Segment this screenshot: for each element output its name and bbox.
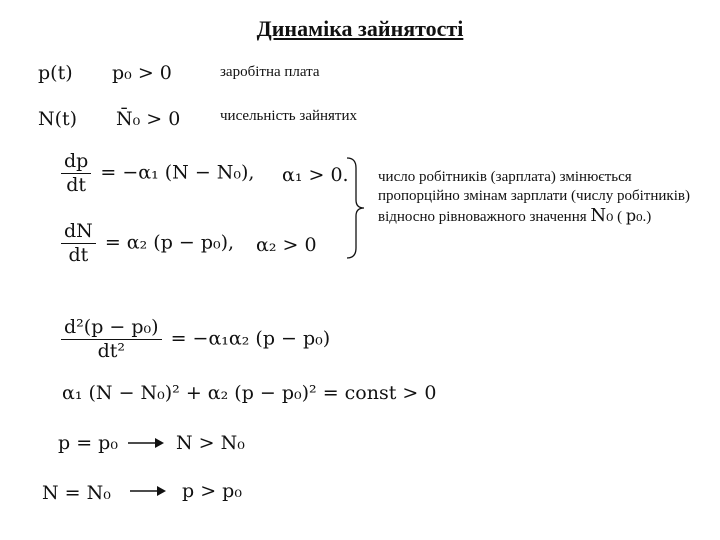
right-arrow-icon xyxy=(130,484,166,498)
implication-left-1: p = p₀ xyxy=(58,432,118,454)
right-arrow-icon xyxy=(128,436,164,450)
employment-function: N(t) xyxy=(38,108,78,130)
equation-second-order xyxy=(58,316,330,363)
employment-condition: N̄₀ > 0 xyxy=(116,108,181,130)
fraction-dN-dt xyxy=(61,220,96,267)
price-description: заробітна плата xyxy=(220,64,320,80)
alpha2-condition: α₂ > 0 xyxy=(256,234,317,256)
equation-rhs: = −α₁ (N − N₀), xyxy=(100,161,255,184)
symbol-N0: N₀ xyxy=(590,205,614,226)
fraction-denominator: dt xyxy=(66,173,87,196)
alpha1-condition: α₁ > 0. xyxy=(282,164,349,186)
fraction-denominator: dt² xyxy=(97,339,125,362)
equation-rhs: = α₂ (p − p₀), xyxy=(104,231,235,254)
equation-invariant: α₁ (N − N₀)² + α₂ (p − p₀)² = const > 0 xyxy=(62,382,437,404)
employment-description: чисельність зайнятих xyxy=(220,108,358,124)
implication-left-2: N = N₀ xyxy=(42,482,111,504)
equation-dp-dt xyxy=(58,150,254,197)
explanation-close-paren: .) xyxy=(642,209,652,225)
fraction-numerator: dp xyxy=(61,150,91,174)
fraction-numerator: dN xyxy=(61,220,96,244)
explanation-body: число робітників (зарплата) змінюється пропорційно змінам зарплати (числу робітників) відносно рівноважного значення xyxy=(378,169,690,225)
explanation-open-paren: ( xyxy=(617,209,623,225)
price-condition: p₀ > 0 xyxy=(112,62,172,84)
symbol-p0: p₀ xyxy=(625,206,643,225)
page-title: Динаміка зайнятості xyxy=(256,16,464,41)
equation-rhs: = −α₁α₂ (p − p₀) xyxy=(170,327,331,350)
right-brace-icon xyxy=(344,156,366,260)
fraction-second-derivative xyxy=(61,316,162,363)
fraction-numerator: d²(p − p₀) xyxy=(61,316,162,340)
fraction-dp-dt xyxy=(61,150,91,197)
fraction-denominator: dt xyxy=(68,243,89,266)
explanation-text xyxy=(378,168,698,227)
equation-dN-dt xyxy=(58,220,234,267)
implication-right-2: p > p₀ xyxy=(182,480,242,502)
price-function: p(t) xyxy=(38,62,73,84)
implication-right-1: N > N₀ xyxy=(176,432,245,454)
